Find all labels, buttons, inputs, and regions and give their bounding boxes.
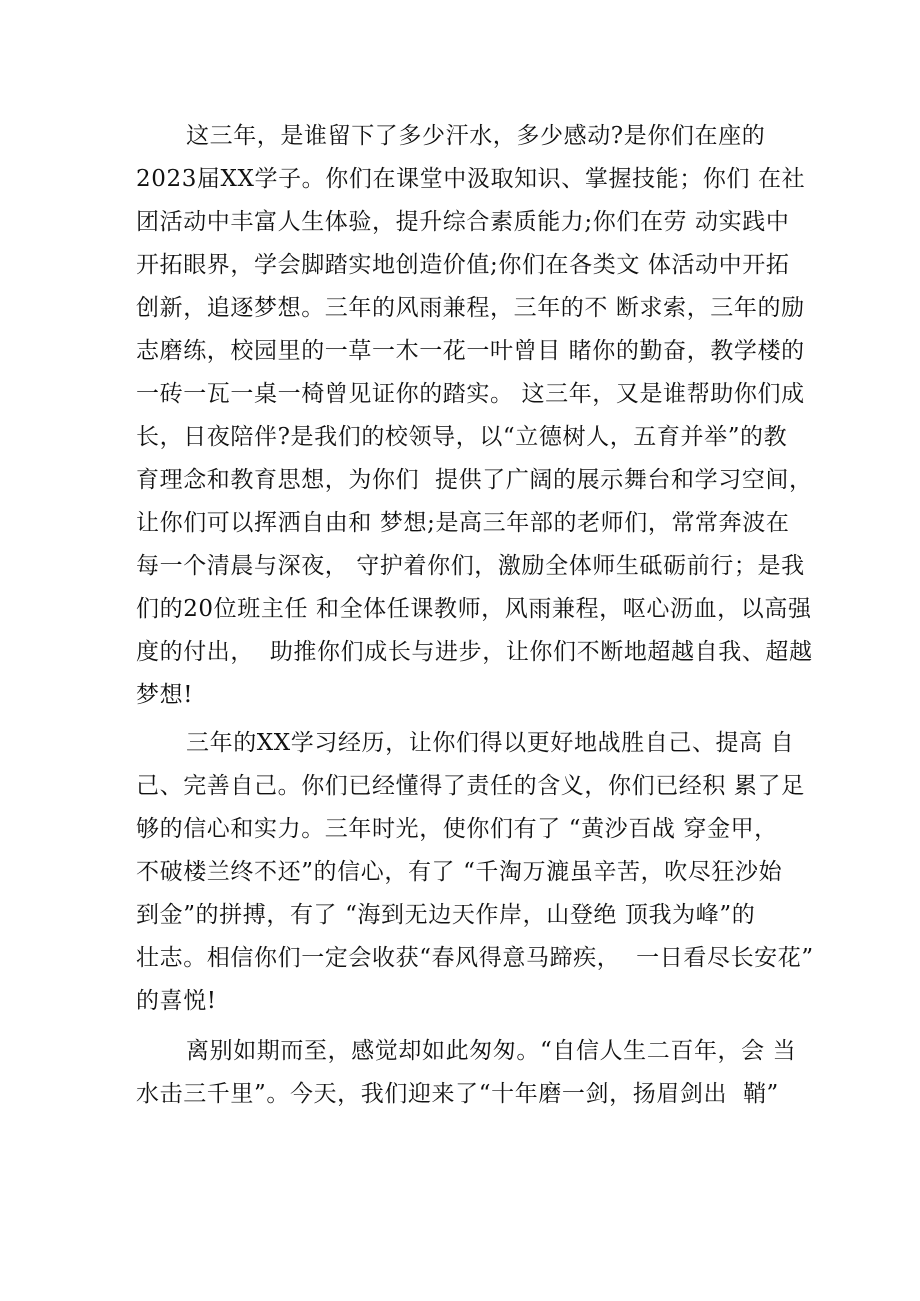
text-line: 够的信心和实力。三年时光，使你们有了 “黄沙百战 穿金甲， [136,816,778,842]
text-line: 团活动中丰富人生体验，提升综合素质能力;你们在劳 动实践中 [136,209,790,235]
text-line: 开拓眼界，学会脚踏实地创造价值;你们在各类文 体活动中开拓 [136,252,790,278]
text-line: 这三年，是谁留下了多少汗水，多少感动?是你们在座的 [186,123,766,149]
text-line: 梦想! [136,682,194,708]
text-line: 们的20位班主任 和全体任课教师，风雨兼程，呕心沥血，以高强 [136,596,812,622]
text-line: 一砖一瓦一桌一椅曾见证你的踏实。 这三年，又是谁帮助你们成 [136,381,805,407]
text-line: 让你们可以挥洒自由和 梦想;是高三年部的老师们，常常奔波在 [136,510,790,536]
text-line: 志磨练，校园里的一草一木一花一叶曾目 睹你的勤奋，教学楼的 [136,338,805,364]
text-line: 度的付出， 助推你们成长与进步，让你们不断地超越自我、超越 [136,639,813,665]
text-line: 的喜悦! [136,988,217,1014]
text-line: 水击三千里”。今天，我们迎来了“十年磨一剑，扬眉剑出 鞘” [136,1081,779,1107]
text-line: 不破楼兰终不还”的信心，有了 “千淘万漉虽辛苦，吹尽狂沙始 [136,859,783,885]
text-line: 每一个清晨与深夜， 守护着你们，激励全体师生砥砺前行；是我 [136,553,805,579]
text-line: 创新，追逐梦想。三年的风雨兼程，三年的不 断求索，三年的励 [136,295,805,321]
text-line: 到金”的拼搏，有了 “海到无边天作岸，山登绝 顶我为峰”的 [136,902,756,928]
text-line: 2023届XX学子。你们在课堂中汲取知识、掌握技能；你们 在社 [136,166,806,192]
text-line: 己、完善自己。你们已经懂得了责任的含义，你们已经积 累了足 [136,773,805,799]
text-line: 长，日夜陪伴?是我们的校领导，以“立德树人，五育并举”的教 [136,424,788,450]
text-line: 三年的XX学习经历，让你们得以更好地战胜自己、提高 自 [186,730,795,756]
text-line: 离别如期而至，感觉却如此匆匆。“自信人生二百年，会 当 [186,1038,797,1064]
text-line: 壮志。相信你们一定会收获“春风得意马蹄疾， 一日看尽长安花” [136,945,814,971]
text-line: 育理念和教育思想，为你们 提供了广阔的展示舞台和学习空间， [136,467,813,493]
